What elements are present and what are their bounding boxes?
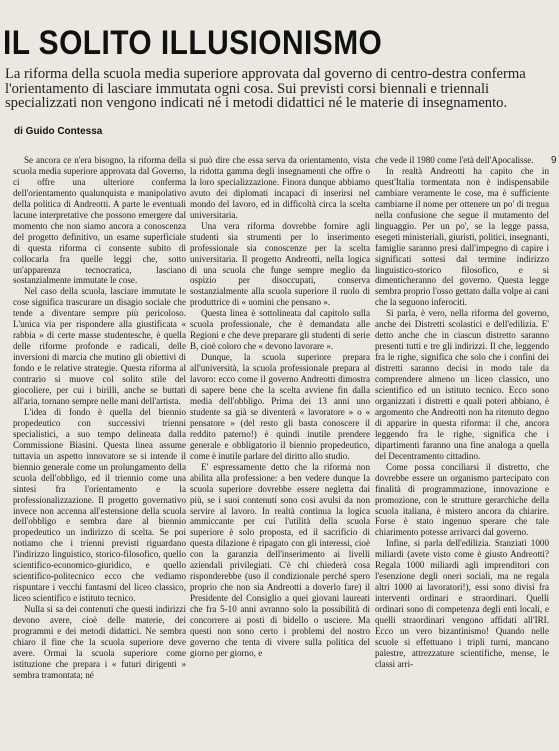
text-column-3 [375,155,549,751]
paragraph: Nulla si sa dei contenuti che questi indirizzi devono avere, cioè delle materie, dei programmi e dei metodi didattici. Ne sembra chiaro il fine che la scuola superiore deve avere. Ormai la scuola superiore come istituzione che prepara i « futuri dirigenti » sembra tramontata; né [13,604,186,680]
paragraph: Una vera riforma dovrebbe fornire agli studenti sia strumenti per lo inserimento professionale sia conoscenze per la scelta universitaria. Il progetto Andreotti, nella logica di una scuola che funge sempre meglio da ospizio per disoccupati, conserva sostanzialmente alla scuola superiore il ruolo di produttrice di « uomini che pensano ». [190,220,370,308]
paragraph: L'idea di fondo è quella del biennio propedeutico con successivi trienni specialistici, a suo tempo delineata dalla Commissione Biasini. Questa linea assume tuttavia un aspetto innovatore se si intende il biennio generale come un prolungamento della scuola dell'obbligo, ed il triennio come una sintesi fra l'orientamento e la professionalizzazione. Il progetto governativo invece non accenna all'estensione della scuola dell'obbligo e sembra dare al biennio propedeutico un indirizzo di scelta. Se poi notiamo che i trienni previsti riguardano l'indirizzo linguistico, storico-filosofico, quello scientifico-economico-giuridico, e quello scientifico-politecnico ecco che vediamo rispuntare i vecchi fantasmi del liceo classico, liceo scientifico e istituto tecnico. [13,406,186,604]
paragraph: si può dire che essa serva da orientamento, vista la ridotta gamma degli insegnamenti che offre o la loro specializzazione. Finora dunque abbiamo avuto dei diplomati incapaci di inserirsi nel mondo del lavoro, ed in difficoltà circa la scelta universitaria. [190,155,370,220]
paragraph: Nel caso della scuola, lasciare immutate le cose significa trascurare un disagio sociale che tende a diventare sempre più pericoloso. L'unica via per rispondere alla giustificata « rabbia » di certe masse studentesche, è quella delle riforme profonde e radicali, delle inversioni di marcia che mutino gli obiettivi di fondo e le relative strategie. Questa riforma al contrario si muove col solito stile del giocoliere, per cui i birilli, anche se buttati all'aria, tornano sempre nelle mani dell'artista. [13,286,186,406]
paragraph: E' espressamente detto che la riforma non abilita alla professione: a ben vedere dunque la scuola superiore dovrebbe essere negletta dai più, se i suoi contenuti sono così avulsi da non servire al lavoro. In realtà continua la logica ammiccante per cui l'utilità della scuola superiore è solo proposta, ed il sacrificio di questa dilazione è ripagato con gli interessi, cioè con la garanzia dell'inserimento ai livelli aziendali privilegiati. C'è chi chiederà cosa risponderebbe (uso il condizionale perché spero proprio che non sia Andreotti a doverlo fare) il Presidente del Consiglio a quei giovani laureati che fra 5-10 anni avranno solo la possibilità di concorrere ai posti di bidello o usciere. Ma questi non sono certo i problemi del nostro governo che tenta di vivere sulla politica del giorno per giorno, e [190,461,370,658]
article-lead: La riforma della scuola media superiore approvata dal governo di centro-destra conferma l'orientamento di lasciare immutata ogni cosa. Sui previsti corsi biennali e triennali specializzati non vengono indicati né i metodi didattici né le materie di insegnamento. [5,66,526,112]
paragraph: Come possa conciliarsi il distretto, che dovrebbe essere un organismo partecipato con finalità di programmazione, innovazione e promozione, con le strutture gerarchiche della scuola italiana, è mistero ancora da chiarire. Forse è stato ingenuo sperare che tale chiarimento potesse arrivarci dal governo. [375,461,549,538]
paragraph: In realtà Andreotti ha capito che in quest'Italia tormentata non è indispensabile cambiare veramente le cose, ma è sufficiente cambiarne il nome per ottenere un po' di tregua nella confusione che segue il mutamento del linguaggio. Per un po', se la legge passa, esegeti ministeriali, giuristi, politici, insegnanti, famiglie saranno presi dall'impegno di capire i significati sottesi dal termine indirizzo linguistico-storico filosofico, e si dimenticheranno del governo. Questa legge sembra proprio l'osso gettato dalla volpe ai cani che la seguono inferociti. [375,165,549,308]
page-number: 9 [551,155,557,166]
paragraph: Infine, si parla dell'edilizia. Stanziati 1000 miliardi (avete visto come è giusto Andreotti? Regala 1000 miliardi agli imprenditori con l'esenzione degli oneri sociali, ma ne regala altri 1000 ai lavoratori!), essi sono divisi fra interventi ordinari e straordinari. Quelli ordinari sono di competenza degli enti locali, e quelli straordinari vengono affidati all'IRI. Ecco un vero bizantinismo! Quando nelle scuole si effettuano i tripli turni, mancano palestre, attrezzature scientifiche, mense, le classi arri- [375,538,549,669]
paragraph: Questa linea è sottolineata dal capitolo sulla scuola professionale, che è demandata alle Regioni e che deve preparare gli studenti di serie B, cioè coloro che « devono lavorare ». [190,308,370,352]
paragraph: Dunque, la scuola superiore prepara all'università, la scuola professionale prepara al lavoro: ecco come il governo Andreotti dimostra di sapere bene che la scelta avviene fin dalla media dell'obbligo. Prima dei 13 anni uno studente sa già se diventerà « lavoratore » o « pensatore » (del resto gli basta conoscere il reddito paterno!) è quindi inutile prendere generale e obbligatorio il biennio propedeutico, come è inutile parlare del diritto allo studio. [190,352,370,461]
paragraph: Se ancora ce n'era bisogno, la riforma della scuola media superiore approvata dal Governo, ci offre una ulteriore conferma dell'orientamento qualunquista e manipolativo della politica di Andreotti. A parte le eventuali lacune interpretative che possono emergere dal momento che non siamo ancora a conoscenza del progetto definitivo, un esame superficiale di questa riforma ci consente subito di collocarla fra quelle leggi che, sotto un'apparenza tecnocratica, lasciano sostanzialmente immutate le cose. [13,155,186,286]
article-title: IL SOLITO ILLUSIONISMO [3,24,383,62]
paragraph: Si parla, è vero, nella riforma del governo, anche dei Distretti scolastici e dell'edilizia. E' detto anche che in ciascun distretto saranno presenti tutti e tre gli indirizzi. Il che, leggendo fra le righe, significa che solo che i confini dei distretti saranno decisi in modo tale da comprendere almeno un liceo classico, uno scientifico ed un istituto tecnico. Ecco sono organizzati i distretti e quali poteri abbiano, è argomento che Andreotti non ha ritenuto degno di apparire in questa riforma: il che, ancora leggendo fra le righe, significa che i dipartimenti faranno una fine analoga a quella del Decentramento cittadino. [375,308,549,461]
paragraph: che vede il 1980 come l'età dell'Apocalisse. [375,155,534,165]
article-byline: di Guido Contessa [14,126,103,137]
text-column-1 [13,155,186,751]
text-column-2 [190,155,370,751]
